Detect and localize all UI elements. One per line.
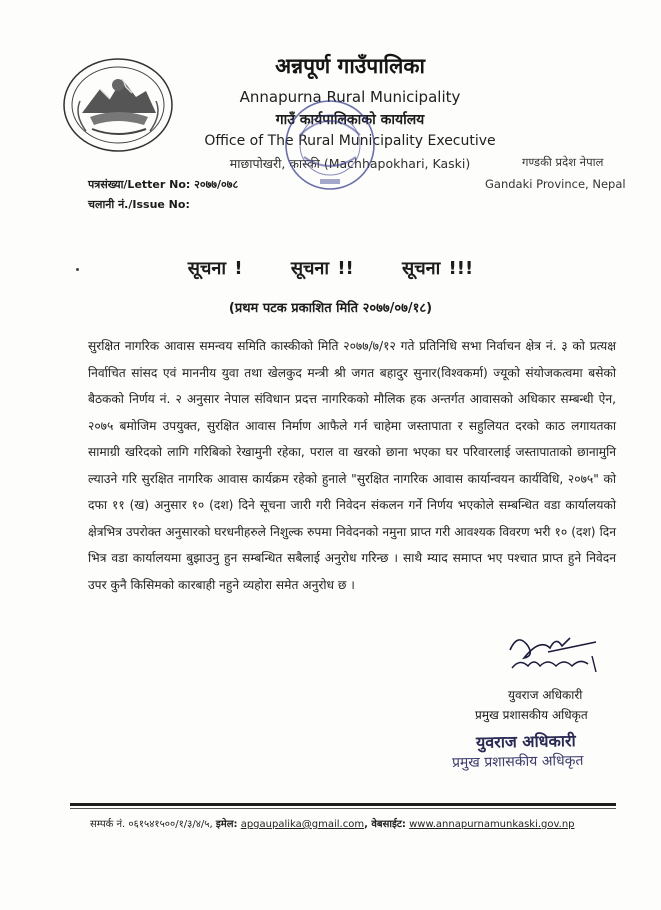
footer-divider <box>70 803 616 806</box>
stamp-signer-title: प्रमुख प्रशासकीय अधिकृत <box>451 752 584 772</box>
province-nepali: गण्डकी प्रदेश नेपाल <box>522 155 604 169</box>
notice-heading <box>0 256 661 280</box>
footer-contact <box>90 816 575 830</box>
scan-speck <box>76 268 79 271</box>
province-english: Gandaki Province, Nepal <box>485 177 626 191</box>
municipality-name-nepali: अन्नपूर्ण गाउँपालिका <box>275 54 425 78</box>
stamp-signer-name: युवराज अधिकारी <box>475 731 576 752</box>
nepal-emblem-logo <box>60 55 176 155</box>
letter-number: पत्रसंख्या/Letter No: २०७७/०७८ <box>88 178 239 191</box>
website-link[interactable]: www.annapurnamunkaski.gov.np <box>409 819 575 830</box>
office-seal-stamp <box>282 95 378 195</box>
signer-name: युवराज अधिकारी <box>508 688 583 702</box>
office-address: माछापोखरी, कास्की (Machhapokhari, Kaski) <box>229 156 471 171</box>
office-name-nepali: गाउँ कार्यपालिकाको कार्यालय <box>275 112 425 128</box>
municipality-name-english: Annapurna Rural Municipality <box>239 88 461 106</box>
signer-title: प्रमुख प्रशासकीय अधिकृत <box>475 708 588 722</box>
handwritten-signature <box>500 628 610 676</box>
published-date: (प्रथम पटक प्रकाशित मिति २०७७/०७/१८) <box>228 301 433 316</box>
website-label: , वेबसाईट: <box>364 819 406 830</box>
notice-body: सुरक्षित नागरिक आवास समन्वय समिति कास्कीको मिति २०७७/७/१२ गते प्रतिनिधि सभा निर्वाचन क्षेत्र नं. ३ को प्रत्यक्ष निर्वाचित सांसद एवं माननीय युवा तथा खेलकुद मन्त्री श्री जगत बहादुर सुनार(विश्वकर्मा) ज्यूको संयोजकत्वमा बसेको बैठकको निर्णय नं. २ अनुसार नेपाल संविधान प्रदत्त नागरिकको मौलिक हक अन्तर्गत आवासको अधिकार सम्बन्धी ऐन, २०७५ बमोजिम उपयुक्त, सुरक्षित आवास निर्माण आफैले गर्न चाहेमा जस्तापाता र सहुलियत दरको काठ लगायतका सामाग्री खरिदको लागि गरिबिको रेखामुनी रहेका, पराल वा खरको छाना भएका घर परिवारलाई जस्तापाताको छानामुनि ल्याउने गरि सुरक्षित नागरिक आवास कार्यक्रम रहेको हुनाले "सुरक्षित नागरिक आवास कार्यान्वयन कार्यविधि, २०७५" को दफा ११ (ख) अनुसार १० (दश) दिने सूचना जारी गरी निवेदन संकलन गर्ने निर्णय भएकोले सम्बन्धित वडा कार्यालयको क्षेत्रभित्र उपरोक्त अनुसारको घरधनीहरुले निशुल्क रुपमा निवेदनको नमुना प्राप्त गरी आवश्यक विवरण भरी १० (दश) दिन भित्र वडा कार्यालयमा बुझाउनु हुन सम्बन्धित सबैलाई अनुरोध गरिन्छ । साथै म्याद समाप्त भए पश्चात प्राप्त हुने निवेदन उपर कुनै किसिमको कारबाही नहुने व्यहोरा समेत अनुरोध छ । <box>88 339 616 592</box>
footer-divider-thin <box>70 808 616 809</box>
notice-heading-2: सूचना !! <box>290 258 354 279</box>
issue-number: चलानी नं./Issue No: <box>88 198 190 211</box>
email-link[interactable]: apgaupalika@gmail.com <box>240 819 365 830</box>
notice-heading-1: सूचना ! <box>187 258 243 279</box>
notice-heading-3: सूचना !!! <box>402 258 474 279</box>
email-label: इमेल: <box>215 819 238 830</box>
office-name-english: Office of The Rural Municipality Executive <box>204 133 496 149</box>
contact-number: सम्पर्क नं. ०६१५४१५००/१/३/४/५, <box>90 819 213 830</box>
